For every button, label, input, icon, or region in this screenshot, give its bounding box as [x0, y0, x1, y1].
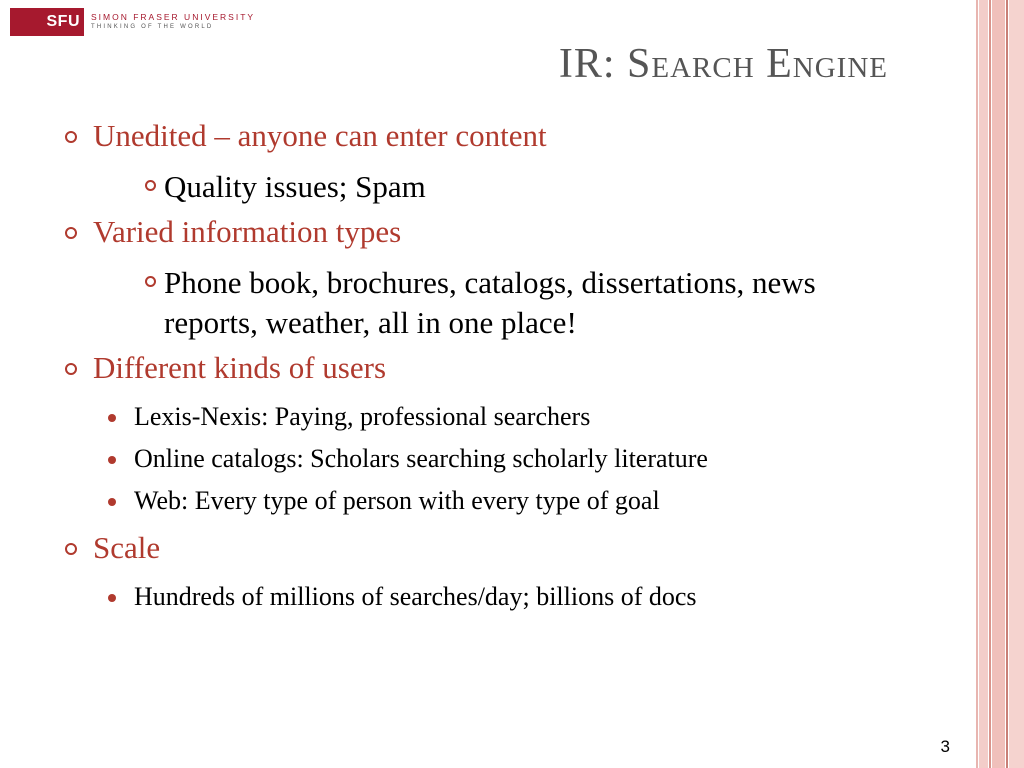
stripe — [976, 0, 978, 768]
stripe — [992, 0, 1005, 768]
hollow-circle-bullet-icon — [65, 543, 77, 555]
hollow-circle-bullet-icon — [65, 227, 77, 239]
page-number: 3 — [940, 737, 950, 756]
bullet-level2 — [62, 263, 864, 343]
filled-dot-bullet-icon — [108, 594, 116, 602]
hollow-circle-bullet-icon — [65, 363, 77, 375]
hollow-circle-bullet-icon — [65, 131, 77, 143]
bullet-text: Varied information types — [93, 214, 402, 249]
filled-dot-bullet-icon — [108, 456, 116, 464]
bullet-level1 — [62, 529, 942, 567]
hollow-circle-bullet-icon — [145, 180, 156, 191]
slide-content — [62, 117, 942, 621]
filled-dot-bullet-icon — [108, 498, 116, 506]
bullet-text: Different kinds of users — [93, 350, 387, 385]
hollow-circle-bullet-icon — [145, 276, 156, 287]
logo-tagline: THINKING OF THE WORLD — [91, 24, 214, 30]
bullet-level3 — [62, 399, 874, 435]
bullet-level1 — [62, 117, 942, 155]
bullet-level3 — [62, 483, 874, 519]
bullet-text: Scale — [93, 530, 161, 565]
stripe — [1009, 0, 1024, 768]
bullet-level3 — [62, 579, 874, 615]
bullet-text: Unedited – anyone can enter content — [93, 118, 547, 153]
decorative-stripes — [976, 0, 1024, 768]
stripe — [989, 0, 991, 768]
bullet-text: Lexis-Nexis: Paying, professional searchers — [134, 402, 591, 431]
sfu-logo — [10, 8, 255, 36]
logo-wordmark — [91, 12, 255, 32]
bullet-level2 — [62, 167, 864, 207]
slide-title: IR: Search Engine — [558, 41, 888, 87]
bullet-text: Quality issues; Spam — [164, 169, 426, 204]
bullet-level1 — [62, 213, 942, 251]
logo-abbr: SFU — [46, 13, 80, 30]
stripe — [1006, 0, 1008, 768]
bullet-level3 — [62, 441, 874, 477]
stripe — [979, 0, 988, 768]
filled-dot-bullet-icon — [108, 414, 116, 422]
bullet-level1 — [62, 349, 942, 387]
bullet-text: Web: Every type of person with every type of goal — [134, 486, 660, 515]
bullet-text: Phone book, brochures, catalogs, dissertations, news reports, weather, all in one place! — [164, 265, 816, 340]
bullet-text: Hundreds of millions of searches/day; billions of docs — [134, 582, 697, 611]
logo-badge — [10, 8, 84, 36]
bullet-text: Online catalogs: Scholars searching scholarly literature — [134, 444, 708, 473]
logo-name: SIMON FRASER UNIVERSITY — [91, 12, 256, 22]
